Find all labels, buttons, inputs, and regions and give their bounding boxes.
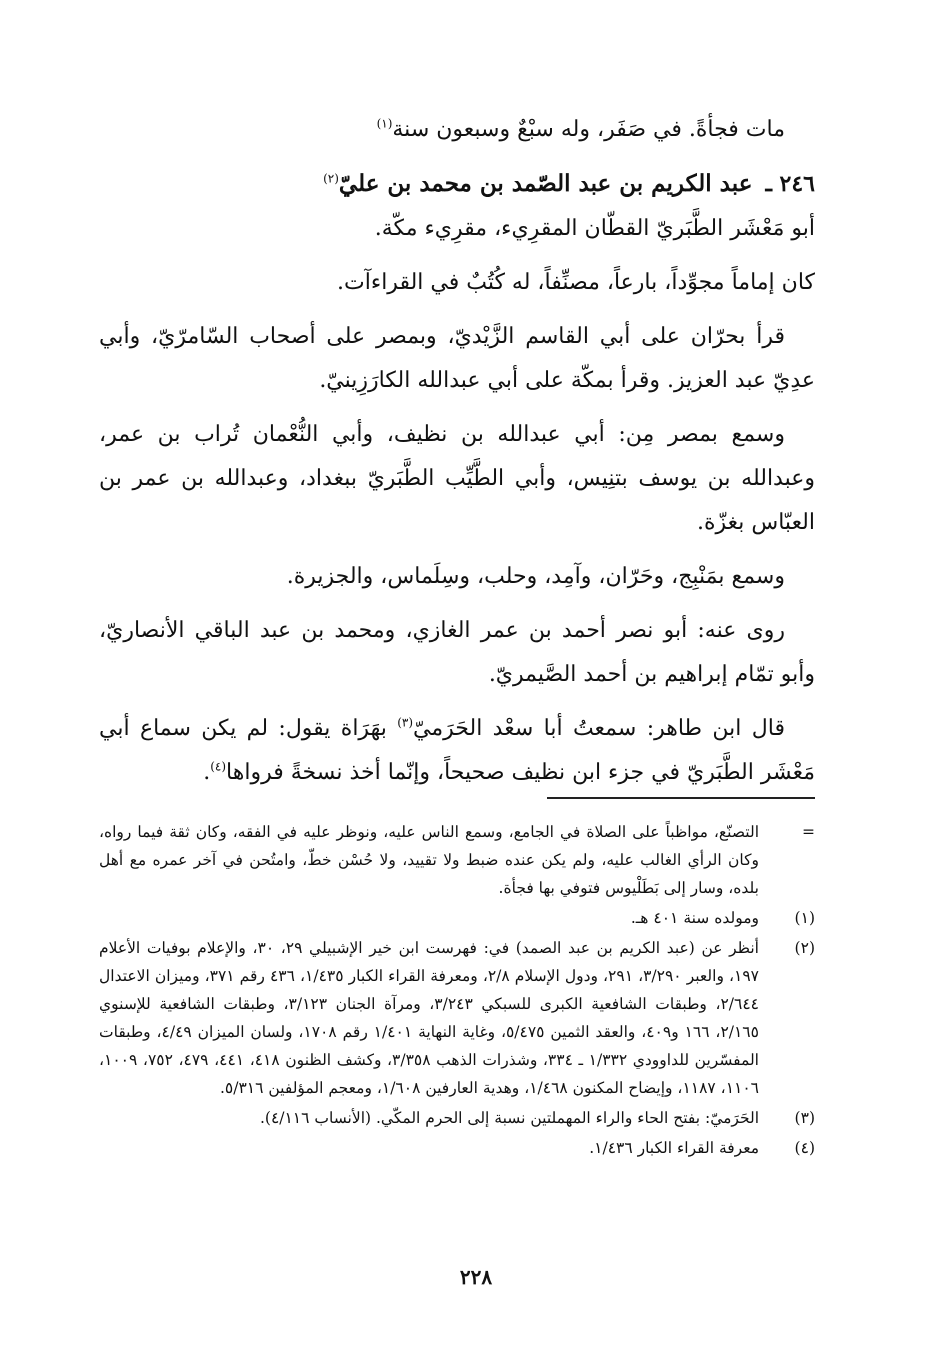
footnote-text: الحَرَميّ: بفتح الحاء والراء المهملتين نسبة إلى الحرم المكّي. (الأنساب ٤/١١٦). <box>259 1109 759 1127</box>
footnote-4 <box>99 1134 815 1162</box>
paragraph-kunya: أبو مَعْشَر الطَّبَريّ القطّان المقرِيء، مقرِيء مكّة. <box>374 216 815 241</box>
paragraph-places: وسمع بمَنْبِج، وحَرّان، وآمِد، وحلب، وسِلَماس، والجزيرة. <box>286 564 785 589</box>
qal-text-b: بهَرَاة يقول: لم يكن سماع أبي مَعْشَر الطَّبَريّ في جزء ابن نظيف صحيحاً، وإنّما أخذ نسخةً فرواها <box>99 716 815 785</box>
footnote-ref-2: (٢) <box>323 171 339 186</box>
footnote-mark: (١) <box>794 909 815 927</box>
entry-number: ٢٤٦ ـ <box>765 171 815 197</box>
footnote-mark: = <box>802 823 815 841</box>
qal-text-a: قال ابن طاهر: سمعتُ أبا سعْد الحَرَميّ <box>413 716 785 741</box>
entry-title: عبد الكريم بن عبد الصّمد بن محمد بن عليّ <box>338 170 753 197</box>
footnote-mark: (٢) <box>794 939 815 957</box>
footnote-continued <box>99 818 815 902</box>
footnote-text: أنظر عن (عبد الكريم بن عبد الصمد) في: فهرست ابن خير الإشبيلي ٢٩، ٣٠، والإعلام بوفيات الأعلام ١٩٧، والعبر ٣/٢٩٠، ٢٩١، ودول الإسلام ٢/٨، ومعرفة القراء الكبار ١/٤٣٥، ٤٣٦ رقم ٣٧١، وميزان الاعتدال ٢/٦٤٤، وطبقات الشافعية الكبرى للسبكي ٣/٢٤٣، ومرآة الجنان ٣/١٢٣، وطبقات الشافعية للإسنوي ٢/١٦٥، ١٦٦ و٤٠٩، والعقد الثمين ٥/٤٧٥، وغاية النهاية ١/٤٠١ رقم ١٧٠٨، ولسان الميزان ٤/٤٩، وطبقات المفسّرين للداوودي ١/٣٣٢ ـ ٣٣٤، وشذرات الذهب ٣/٣٥٨، وكشف الظنون ٤١٨، ٤٤١، ٤٧٩، ٧٥٢، ١٠٠٩، ١١٠٦، ١١٨٧، وإيضاح المكنون ١/٤٦٨، وهدية العارفين ١/٦٠٨، ومعجم المؤلفين ٥/٣١٦. <box>99 939 759 1097</box>
footnote-3 <box>99 1104 815 1132</box>
footnote-ref-3: (٣) <box>397 715 414 730</box>
paragraph-imam: كان إماماً مجوِّداً، بارعاً، مصنِّفاً، له كُتُبٌ في القراءآت. <box>337 270 815 295</box>
footnote-text: معرفة القراء الكبار ١/٤٣٦. <box>589 1139 759 1157</box>
paragraph-samia: وسمع بمصر مِن: أبي عبدالله بن نظيف، وأبي النُّعْمان تُراب بن عمر، وعبدالله بن يوسف بتنِيس، وأبي الطَّيِّب الطَّبَريّ ببغداد، وعبدالله بن عمر بن العبّاس بغزّة. <box>99 422 815 535</box>
paragraph-rawa: روى عنه: أبو نصر أحمد بن عمر الغازي، ومحمد بن عبد الباقي الأنصاريّ، وأبو تمّام إبراهيم بن أحمد الصَّيمريّ. <box>99 618 815 687</box>
paragraph-qal <box>99 707 815 795</box>
intro-text: مات فجأةً. في صَفَر، وله سبْعٌ وسبعون سنة <box>392 117 785 142</box>
footnote-1 <box>99 904 815 932</box>
paragraph-intro <box>99 108 815 152</box>
main-text <box>99 108 815 805</box>
footnote-2 <box>99 934 815 1102</box>
footnote-text: ومولده سنة ٤٠١ هـ. <box>630 909 759 927</box>
paragraph-qara: قرأ بحرّان على أبي القاسم الزَّيْديّ، وبمصر على أصحاب السّامرّيّ، وأبي عدِيّ عبد العزيز. وقرأ بمكّة على أبي عبدالله الكارَزِينيّ. <box>99 324 815 393</box>
page-number: ٢٢٨ <box>459 1265 493 1289</box>
footnote-ref-4: (٤) <box>210 759 227 774</box>
footnotes <box>99 818 815 1164</box>
footnote-mark: (٤) <box>794 1139 815 1157</box>
footnote-divider <box>547 797 815 799</box>
footnote-text: التصنّع، مواظباً على الصلاة في الجامع، وسمع الناس عليه، ونوظر عليه في الفقه، وكان ثقة فيما رواه، وكان الرأي الغالب عليه، ولم يكن عنده ضبط ولا تقييد، ولا حُسْن خطّ، وامتُحن في آخر عمره مع أهل بلده، وسار إلى بَطَلْيوس فتوفي بها فجأة. <box>99 823 759 897</box>
footnote-ref-1: (١) <box>376 116 393 131</box>
qal-text-end: . <box>203 760 211 785</box>
entry-heading <box>99 162 815 207</box>
footnote-mark: (٣) <box>794 1109 815 1127</box>
